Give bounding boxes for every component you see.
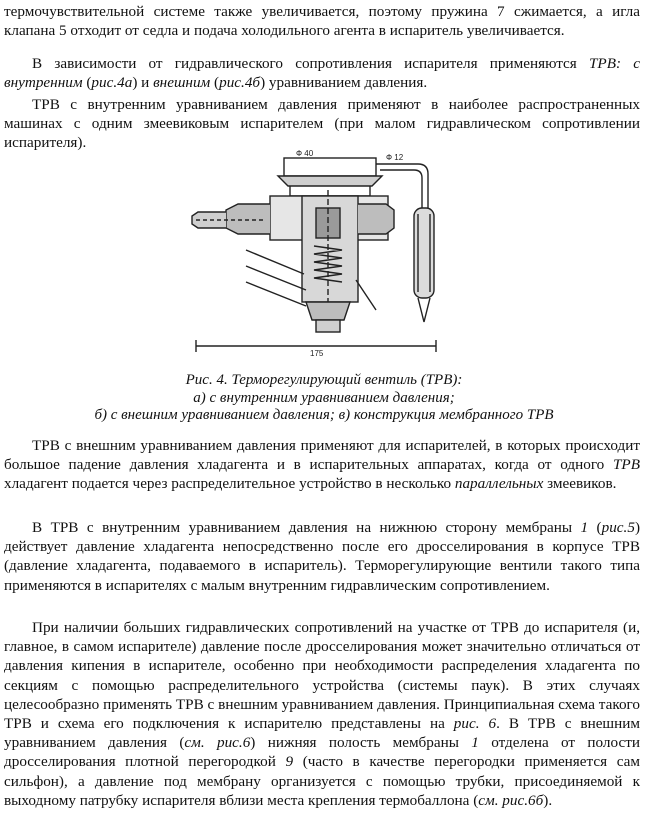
- p4-text: хладагент подается через распределительное устройство в несколько: [4, 475, 455, 493]
- p4-term: параллельных: [454, 475, 544, 493]
- p5-fig-ref: рис.5: [601, 519, 635, 536]
- p5-text: (: [588, 519, 602, 536]
- caption-line: Рис. 4. Терморегулирующий вентиль (ТРВ):: [185, 372, 463, 388]
- figure-caption: [0, 372, 648, 425]
- paragraph-3: [4, 95, 640, 153]
- p6-fig-ref: см. рис.6: [184, 734, 251, 752]
- p4-text: ТРВ с внешним уравниванием давления применяют для испарителей, в которых происходит большое падение давления хладагента и в испарительных аппаратах, когда от одного: [4, 437, 640, 474]
- dimension-label: Ф 40: [296, 150, 314, 158]
- paragraph-4: [4, 436, 640, 494]
- p2-text: (: [82, 74, 92, 92]
- paragraph-2: [4, 54, 640, 92]
- p6-text: . В ТРВ с внешним уравниванием давления (: [4, 715, 640, 752]
- p2-fig-ref: рис.4б: [219, 74, 261, 92]
- p4-term: ТРВ: [612, 456, 640, 474]
- p6-ref-num: 1: [471, 734, 479, 752]
- p6-text: отделена от полости дросселирования плотной перегородкой: [4, 734, 640, 771]
- dimension-label: 175: [310, 349, 324, 358]
- p2-fig-ref: рис.4а: [91, 74, 133, 92]
- dimension-label: Ф 12: [386, 153, 404, 162]
- p2-text: ) уравниванием давления.: [260, 74, 428, 92]
- p6-ref-num: 9: [285, 753, 294, 771]
- paragraph-3-text: ТРВ с внутренним уравниванием давления применяют в наиболее распространенных машинах с одним змеевиковым испарителем (при малом гидравлическом сопротивлении испарителя).: [4, 96, 640, 152]
- paragraph-1: [4, 2, 640, 40]
- valve-drawing: [186, 150, 466, 360]
- p6-text: ) нижняя полость мембраны: [250, 734, 472, 752]
- p6-fig-ref: см. рис.6б: [478, 791, 544, 809]
- caption-line: а) с внутренним уравниванием давления;: [193, 389, 455, 406]
- p5-text: В ТРВ с внутренним уравниванием давления на нижнюю сторону мембраны: [32, 519, 581, 536]
- paragraph-5: [4, 518, 640, 595]
- p5-text: ) действует давление хладагента непосредственно после его дросселирования в корпусе ТРВ (давление хладагента, подаваемого в испаритель). Терморегулирующие вентили такого типа применяются в испарителях с малым внутренним гидравлическим сопротивлением.: [4, 519, 640, 594]
- caption-line: б) с внешним уравниванием давления; в) конструкция мембранного ТРВ: [94, 407, 554, 423]
- p2-text: (: [210, 74, 220, 92]
- p6-text: (часто в качестве перегородки применяется сам сильфон), а давление под мембрану организуется с помощью трубки, присоединяемой к выходному патрубку испарителя вблизи места крепления термобаллона (: [4, 753, 640, 809]
- p2-text: ) и: [132, 74, 154, 92]
- p5-ref-num: 1: [580, 519, 589, 536]
- p2-term: внешним: [153, 74, 211, 92]
- p2-term: ТРВ: с внутренним: [4, 55, 640, 92]
- p4-text: змеевиков.: [543, 475, 617, 493]
- p6-text: При наличии больших гидравлических сопротивлений на участке от ТРВ до испарителя (и, главное, в самом испарителе) давление после дросселирования может значительно отличаться от давления кипения в испарителе, особенно при необходимости распределения хладагента по секциям с помощью распределительного устройства (системы паук). В этих случаях целесообразно применять ТРВ с внешним уравниванием давления. Принципиальная схема такого ТРВ и схема его подключения к испарителю представлены на: [4, 619, 640, 733]
- p6-text: ).: [543, 791, 553, 809]
- p2-text: В зависимости от гидравлического сопротивления испарителя применяются: [32, 55, 589, 72]
- paragraph-1-text: термочувствительной системе также увеличивается, поэтому пружина 7 сжимается, а игла клапана 5 отходит от седла и подача холодильного агента в испаритель увеличивается.: [4, 3, 640, 40]
- p6-fig-ref: рис. 6: [453, 715, 497, 733]
- paragraph-6: [4, 618, 640, 810]
